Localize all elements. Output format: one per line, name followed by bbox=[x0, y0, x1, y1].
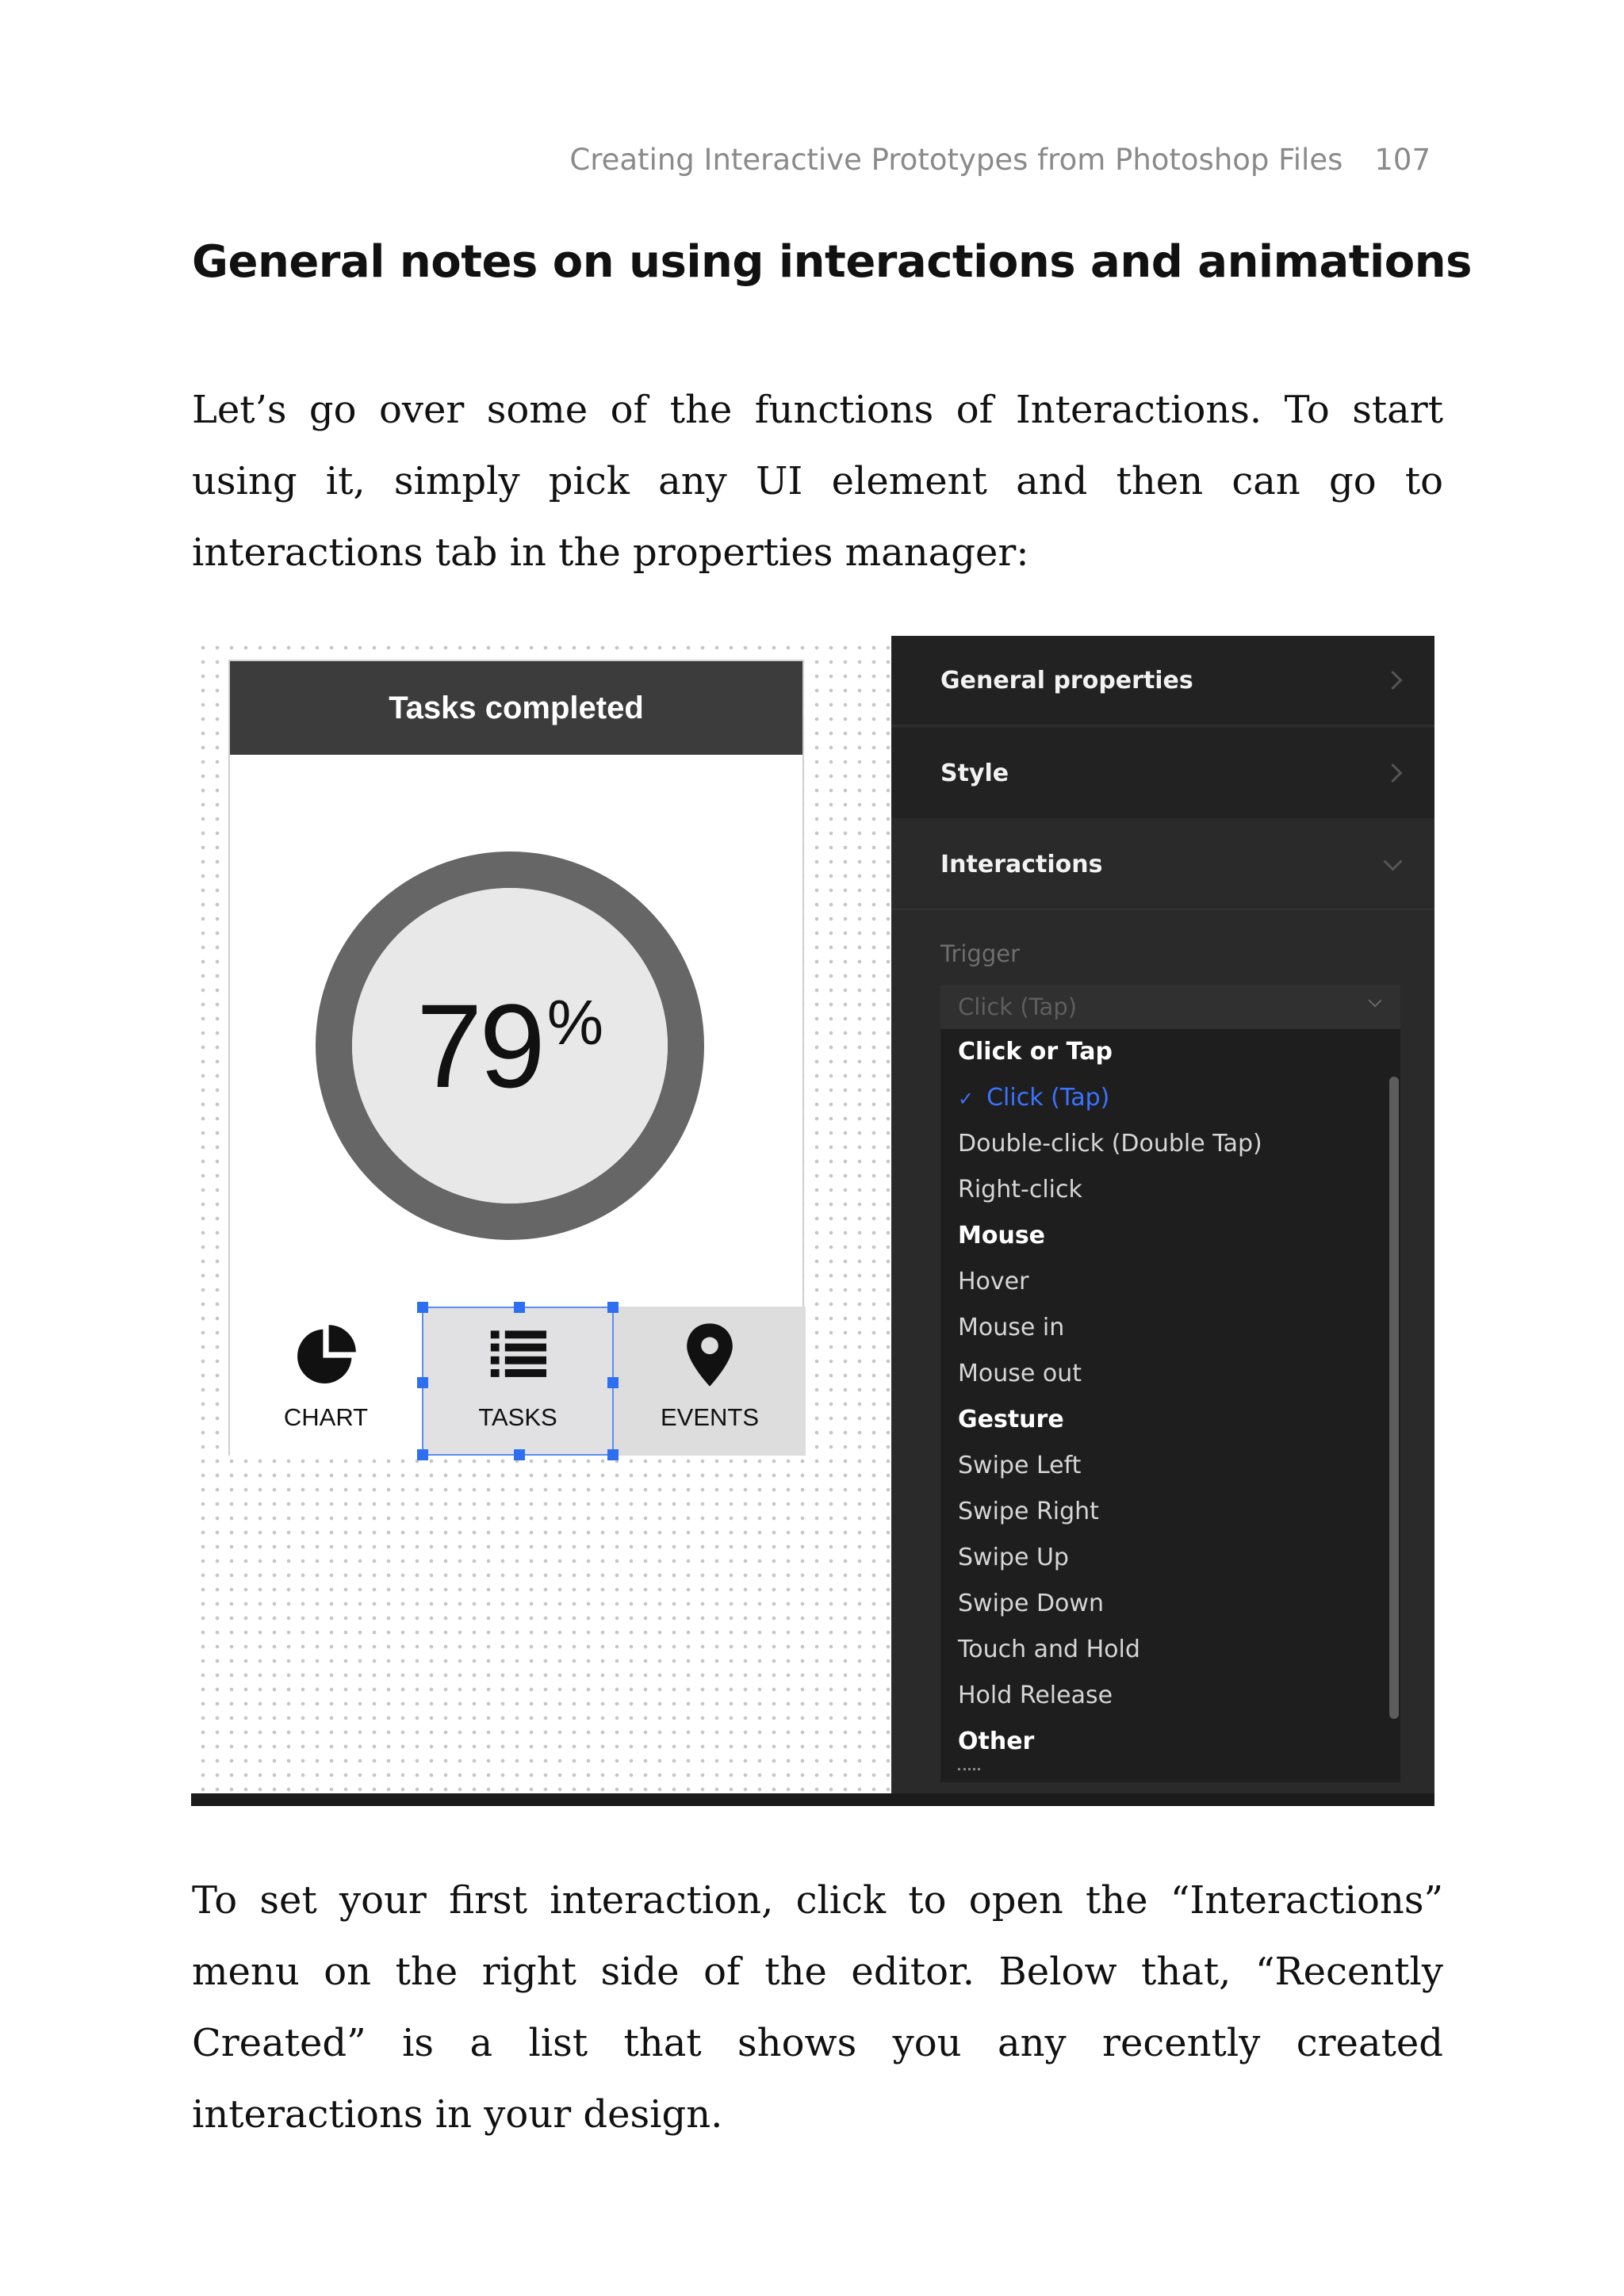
dropdown-option-touch-and-hold[interactable]: Touch and Hold bbox=[958, 1636, 1140, 1663]
running-head bbox=[569, 143, 1431, 177]
design-canvas bbox=[191, 636, 891, 1793]
section-style[interactable] bbox=[891, 728, 1434, 818]
dropdown-option-swipe-right[interactable]: Swipe Right bbox=[958, 1498, 1099, 1525]
phone-header bbox=[230, 661, 802, 755]
tab-tasks-label: TASKS bbox=[478, 1403, 557, 1431]
body-paragraph-interactions: To set your first interaction, click to open the “Interactions” menu on the right side of the editor. Below that, “Recently Created” is a list that shows you any recently created interactions in your design. bbox=[192, 1878, 1443, 2137]
dropdown-option-right-click[interactable]: Right-click bbox=[958, 1176, 1082, 1203]
dropdown-option-swipe-left[interactable]: Swipe Left bbox=[958, 1452, 1082, 1479]
dropdown-scrollbar[interactable] bbox=[1389, 1077, 1399, 1719]
dropdown-option-mouse-out[interactable]: Mouse out bbox=[958, 1360, 1082, 1387]
properties-panel bbox=[891, 636, 1434, 1793]
chevron-down-icon bbox=[1383, 852, 1402, 871]
resize-handle-bottom-left[interactable] bbox=[417, 1449, 428, 1460]
dropdown-group-gesture: Gesture bbox=[958, 1406, 1064, 1433]
pie-chart-icon bbox=[290, 1319, 362, 1391]
page-number: 107 bbox=[1374, 143, 1431, 177]
resize-handle-left[interactable] bbox=[417, 1377, 428, 1388]
figure-bottom-border bbox=[191, 1793, 1434, 1806]
selection-box[interactable] bbox=[422, 1307, 614, 1456]
section-interactions[interactable] bbox=[891, 820, 1434, 910]
chevron-right-icon bbox=[1383, 671, 1402, 690]
trigger-dropdown-menu bbox=[940, 1029, 1400, 1782]
tab-events[interactable] bbox=[614, 1307, 806, 1456]
chevron-right-icon bbox=[1383, 763, 1402, 783]
running-head-title: Creating Interactive Prototypes from Photoshop Files bbox=[569, 143, 1343, 177]
check-icon: ✓ bbox=[958, 1088, 975, 1110]
dropdown-option-double-click[interactable]: Double-click (Double Tap) bbox=[958, 1130, 1262, 1158]
dropdown-option-hover[interactable]: Hover bbox=[958, 1268, 1029, 1295]
editor-screenshot-figure bbox=[191, 636, 1434, 1806]
section-title: General notes on using interactions and animations bbox=[192, 236, 1472, 288]
tab-chart-label: CHART bbox=[283, 1403, 369, 1431]
tab-events-label: EVENTS bbox=[660, 1403, 760, 1431]
chevron-down-icon bbox=[1369, 994, 1382, 1008]
section-general-properties[interactable] bbox=[891, 636, 1434, 726]
dropdown-option-mouse-in[interactable]: Mouse in bbox=[958, 1314, 1065, 1341]
resize-handle-right[interactable] bbox=[607, 1377, 619, 1388]
phone-mockup bbox=[228, 660, 804, 1456]
resize-handle-top-left[interactable] bbox=[417, 1302, 428, 1313]
dropdown-group-mouse: Mouse bbox=[958, 1222, 1046, 1249]
trigger-select[interactable] bbox=[940, 985, 1400, 1029]
dropdown-option-swipe-up[interactable]: Swipe Up bbox=[958, 1544, 1069, 1571]
resize-handle-top-right[interactable] bbox=[607, 1302, 619, 1313]
dropdown-group-click-or-tap: Click or Tap bbox=[958, 1038, 1113, 1066]
dropdown-clipped-item bbox=[958, 1768, 980, 1774]
trigger-label: Trigger bbox=[940, 940, 1021, 967]
progress-readout bbox=[316, 851, 704, 1240]
map-pin-icon bbox=[674, 1319, 745, 1391]
resize-handle-bottom[interactable] bbox=[514, 1449, 525, 1460]
dropdown-option-swipe-down[interactable]: Swipe Down bbox=[958, 1590, 1104, 1617]
phone-header-title: Tasks completed bbox=[389, 690, 644, 725]
trigger-select-value: Click (Tap) bbox=[958, 993, 1078, 1020]
resize-handle-bottom-right[interactable] bbox=[607, 1449, 619, 1460]
dropdown-option-hold-release[interactable]: Hold Release bbox=[958, 1682, 1113, 1709]
section-style-label: Style bbox=[940, 759, 1009, 787]
progress-unit: % bbox=[546, 987, 603, 1058]
dropdown-option-label: Click (Tap) bbox=[986, 1084, 1110, 1112]
section-interactions-label: Interactions bbox=[940, 850, 1103, 878]
dropdown-option-click-tap[interactable] bbox=[958, 1075, 1109, 1121]
tab-bar bbox=[230, 1307, 802, 1456]
body-paragraph-intro: Let’s go over some of the functions of Interactions. To start using it, simply pick any UI element and then can go to interactions tab in the properties manager: bbox=[192, 388, 1443, 575]
section-general-properties-label: General properties bbox=[940, 666, 1193, 695]
resize-handle-top[interactable] bbox=[514, 1302, 525, 1313]
dropdown-group-other: Other bbox=[958, 1728, 1035, 1755]
tab-chart[interactable] bbox=[230, 1307, 422, 1456]
progress-value: 79 bbox=[416, 979, 542, 1112]
